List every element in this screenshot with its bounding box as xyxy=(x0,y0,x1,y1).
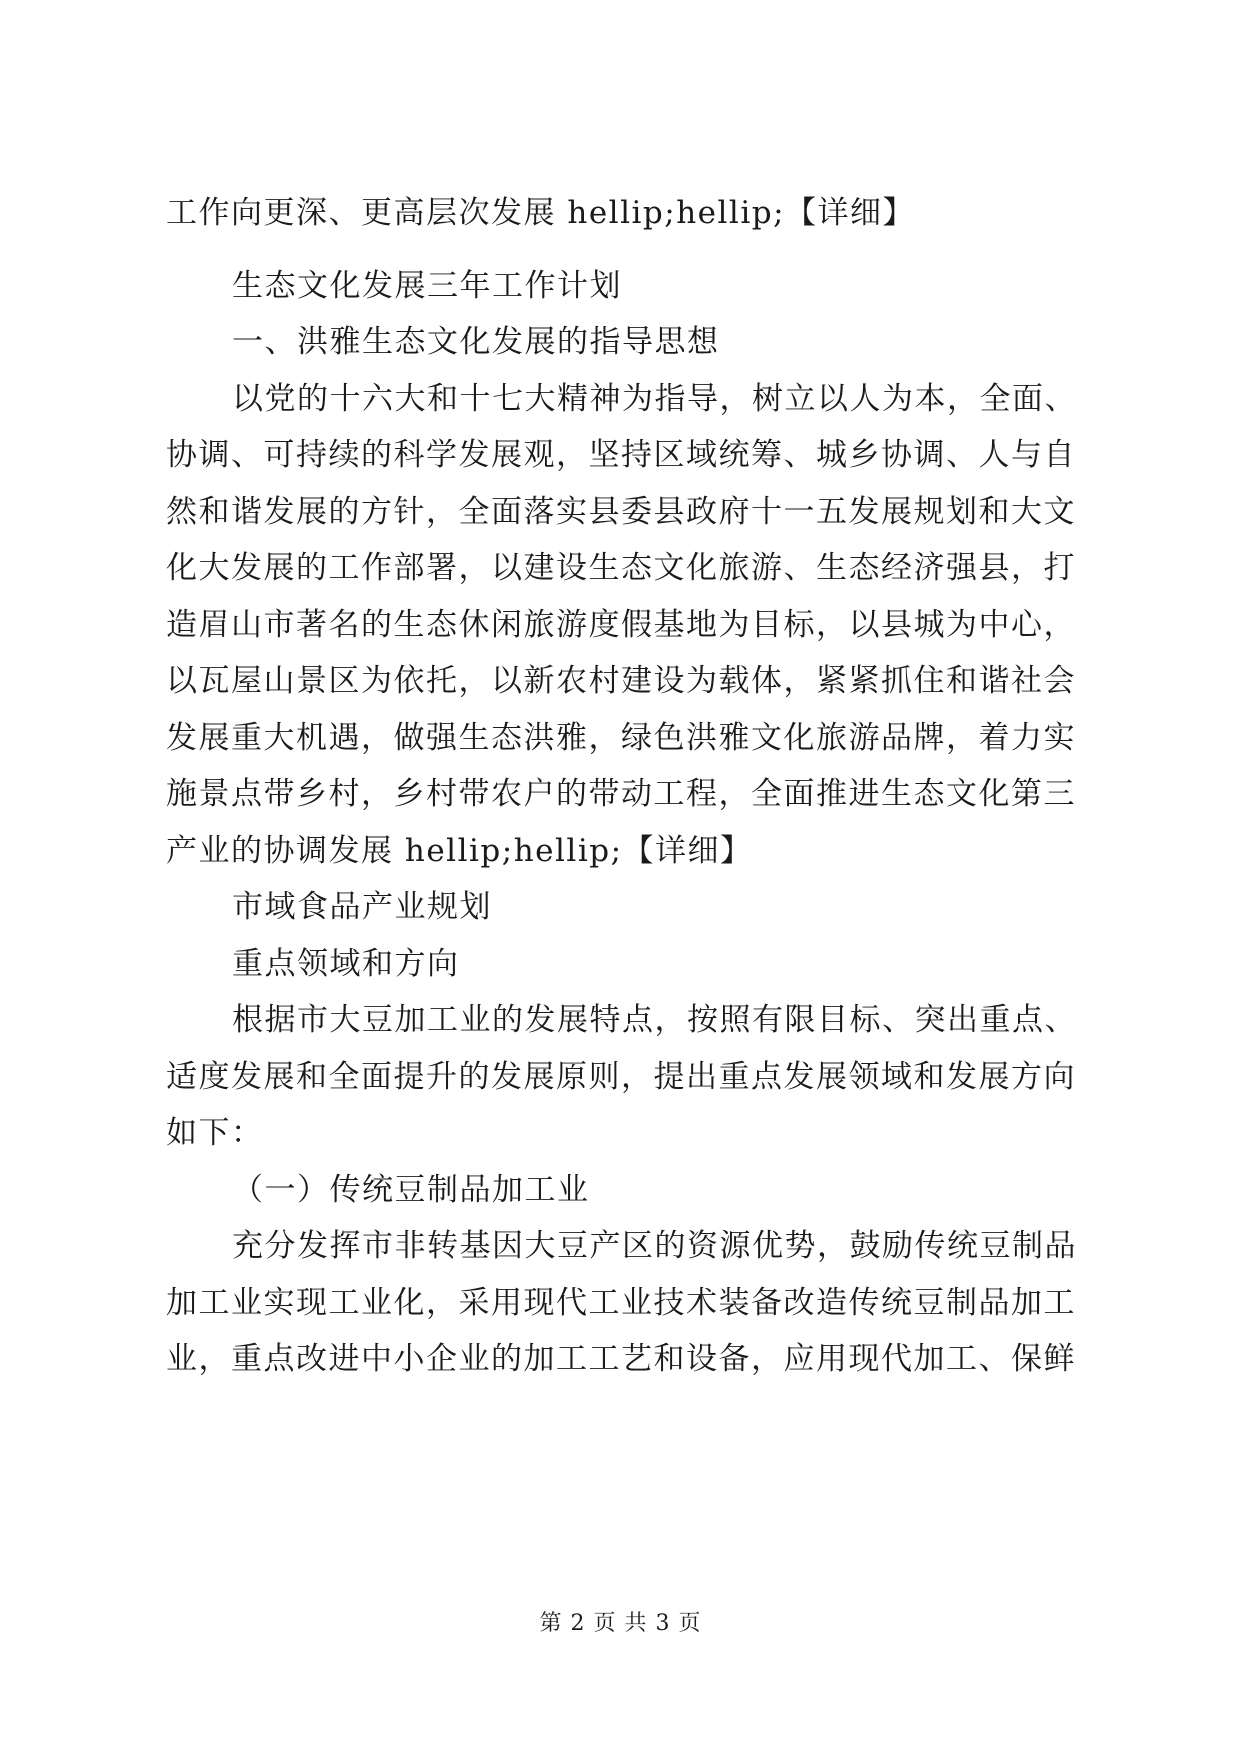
page-footer: 第 2 页 共 3 页 xyxy=(539,1611,702,1636)
sub-heading: 重点领域和方向 xyxy=(232,946,460,982)
text-line: 以瓦屋山景区为依托，以新农村建设为载体，紧紧抓住和谐社会 xyxy=(166,663,1076,699)
section-heading: 生态文化发展三年工作计划 xyxy=(232,268,622,304)
text-line: 化大发展的工作部署，以建设生态文化旅游、生态经济强县，打 xyxy=(166,550,1076,586)
text-line: 根据市大豆加工业的发展特点，按照有限目标、突出重点、 xyxy=(232,1002,1077,1038)
text-line: 业，重点改进中小企业的加工工艺和设备，应用现代加工、保鲜 xyxy=(166,1341,1076,1377)
text-line: 发展重大机遇，做强生态洪雅，绿色洪雅文化旅游品牌，着力实 xyxy=(166,720,1076,756)
text-line: 加工业实现工业化，采用现代工业技术装备改造传统豆制品加工 xyxy=(166,1285,1076,1321)
sub-heading: （一）传统豆制品加工业 xyxy=(232,1172,590,1208)
sub-heading: 一、洪雅生态文化发展的指导思想 xyxy=(232,324,720,360)
text-line: 施景点带乡村，乡村带农户的带动工程，全面推进生态文化第三 xyxy=(166,776,1076,812)
text-line: 适度发展和全面提升的发展原则，提出重点发展领域和发展方向 xyxy=(166,1059,1076,1095)
text-line: 产业的协调发展 hellip;hellip;【详细】 xyxy=(166,833,753,869)
section-heading: 市域食品产业规划 xyxy=(232,889,492,925)
text-line: 造眉山市著名的生态休闲旅游度假基地为目标，以县城为中心， xyxy=(166,607,1076,643)
text-line: 工作向更深、更高层次发展 hellip;hellip;【详细】 xyxy=(166,195,916,231)
text-line: 如下： xyxy=(166,1115,264,1151)
text-line: 协调、可持续的科学发展观，坚持区域统筹、城乡协调、人与自 xyxy=(166,437,1076,473)
text-line: 以党的十六大和十七大精神为指导，树立以人为本，全面、 xyxy=(232,381,1077,417)
text-line: 充分发挥市非转基因大豆产区的资源优势，鼓励传统豆制品 xyxy=(232,1228,1077,1264)
text-line: 然和谐发展的方针，全面落实县委县政府十一五发展规划和大文 xyxy=(166,494,1076,530)
